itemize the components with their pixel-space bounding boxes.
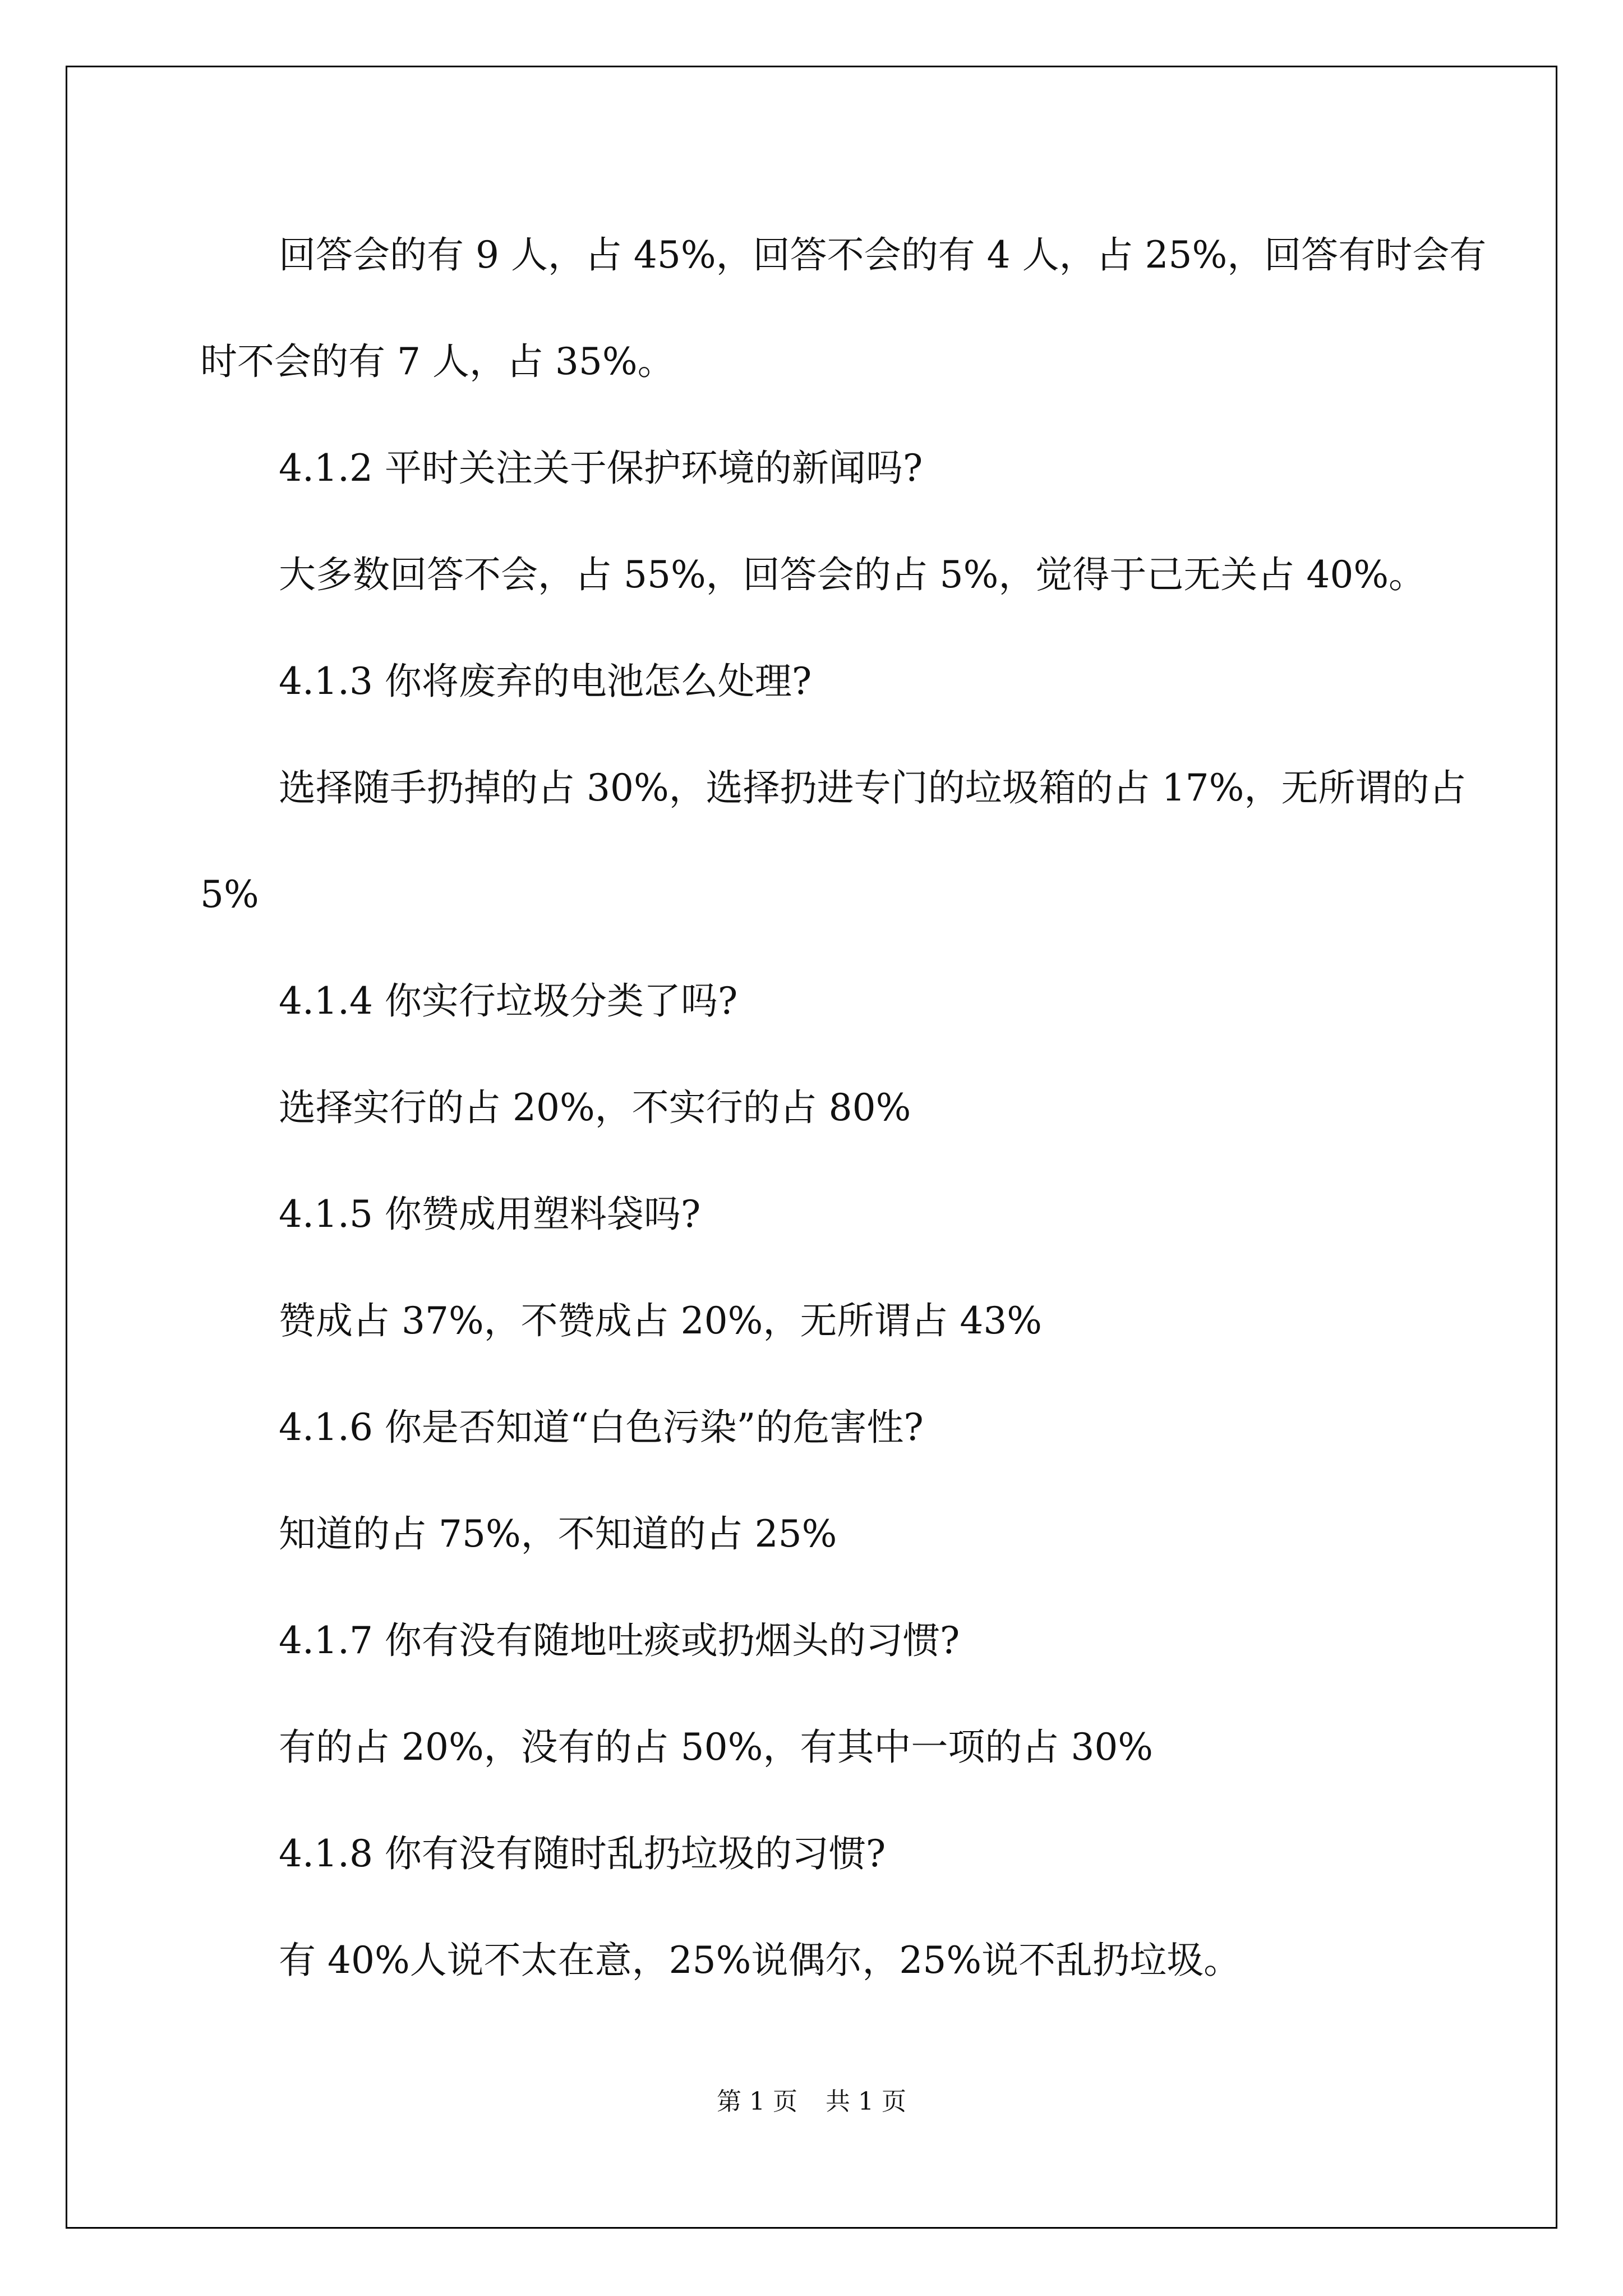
paragraph-7: 选择实行的占 20%，不实行的占 80% bbox=[279, 1086, 911, 1129]
paragraph-15: 有 40%人说不太在意，25%说偶尔，25%说不乱扔垃圾。 bbox=[279, 1939, 1241, 1982]
paragraph-11: 知道的占 75%，不知道的占 25% bbox=[279, 1512, 837, 1556]
paragraph-12: 4.1.7 你有没有随地吐痰或扔烟头的习惯? bbox=[279, 1619, 960, 1662]
page-number-current: 第 1 页 bbox=[717, 2087, 797, 2116]
paragraph-1: 回答会的有 9 人，占 45%，回答不会的有 4 人，占 25%，回答有时会有时不会的有 7 人，占 35%。 bbox=[200, 233, 1487, 383]
paragraph-8: 4.1.5 你赞成用塑料袋吗? bbox=[279, 1193, 701, 1236]
paragraph-14: 4.1.8 你有没有随时乱扔垃圾的习惯? bbox=[279, 1832, 886, 1875]
paragraph-13: 有的占 20%，没有的占 50%，有其中一项的占 30% bbox=[279, 1726, 1154, 1769]
page-number-total: 共 1 页 bbox=[826, 2087, 906, 2116]
document-body bbox=[200, 202, 1490, 2014]
page-footer bbox=[0, 2081, 1623, 2117]
paragraph-10: 4.1.6 你是否知道“白色污染”的危害性? bbox=[279, 1406, 924, 1449]
paragraph-4: 4.1.3 你将废弃的电池怎么处理? bbox=[279, 660, 812, 703]
paragraph-2: 4.1.2 平时关注关于保护环境的新闻吗? bbox=[279, 447, 923, 490]
paragraph-3: 大多数回答不会，占 55%，回答会的占 5%，觉得于己无关占 40%。 bbox=[279, 553, 1426, 596]
paragraph-9: 赞成占 37%，不赞成占 20%，无所谓占 43% bbox=[279, 1299, 1043, 1342]
paragraph-6: 4.1.4 你实行垃圾分类了吗? bbox=[279, 979, 738, 1023]
paragraph-5: 选择随手扔掉的占 30%，选择扔进专门的垃圾箱的占 17%，无所谓的占 5% bbox=[200, 766, 1467, 916]
